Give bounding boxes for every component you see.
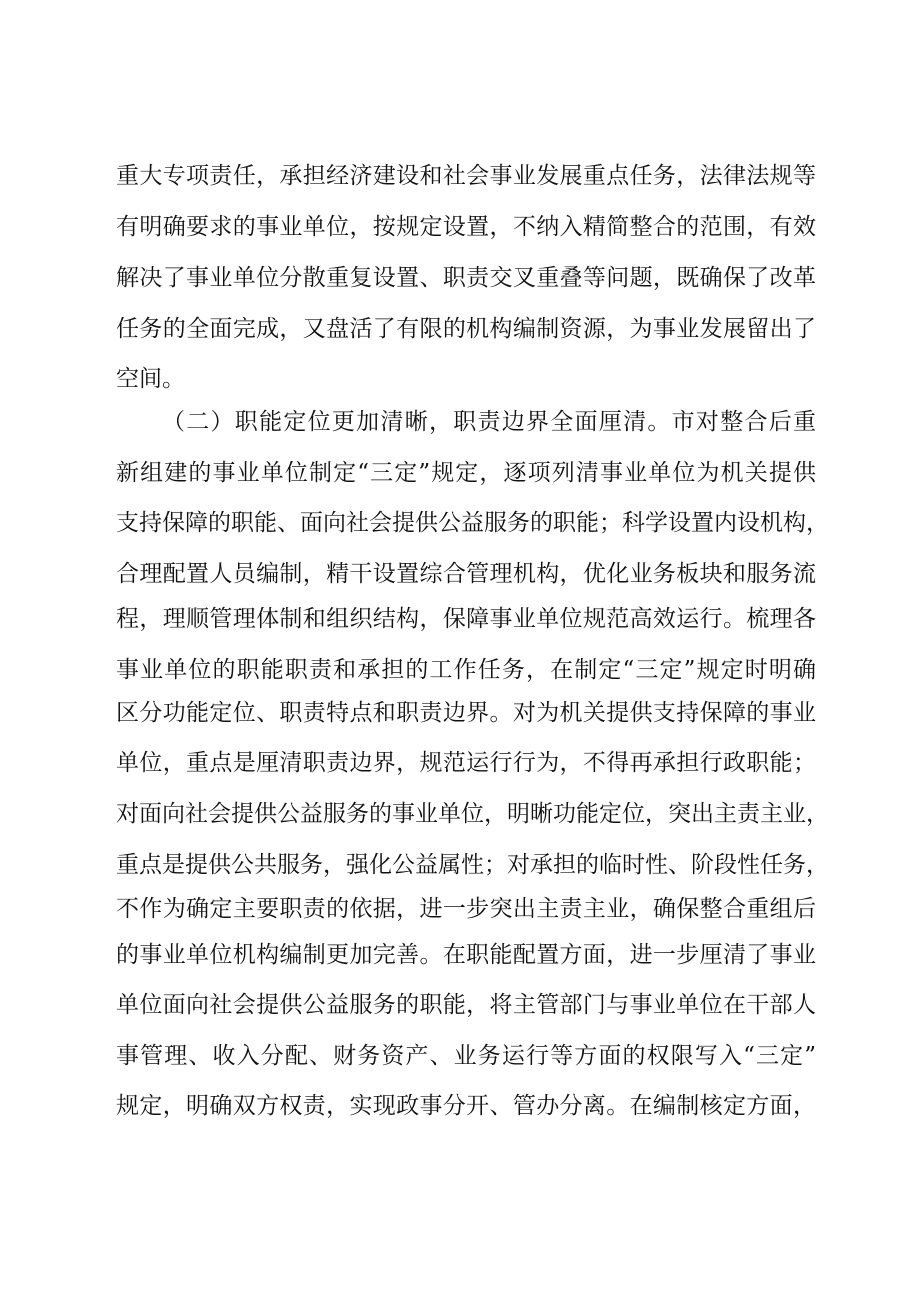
text-line: 事管理、收入分配、财务资产、业务运行等方面的权限写入“三定” (116, 1043, 816, 1069)
text-line: 解决了事业单位分散重复设置、职责交叉重叠等问题，既确保了改革 (116, 265, 816, 291)
text-line: 不作为确定主要职责的依据，进一步突出主责主业，确保整合重组后 (116, 896, 816, 922)
text-line: 单位，重点是厘清职责边界，规范运行行为，不得再承担行政职能； (116, 750, 816, 776)
text-line: 合理配置人员编制，精干设置综合管理机构，优化业务板块和服务流 (116, 561, 816, 587)
text-line: 对面向社会提供公益服务的事业单位，明晰功能定位，突出主责主业， (116, 801, 829, 827)
text-line: 支持保障的职能、面向社会提供公益服务的职能；科学设置内设机构， (116, 510, 829, 536)
text-line: 单位面向社会提供公益服务的职能，将主管部门与事业单位在干部人 (116, 992, 816, 1018)
text-line: 重大专项责任，承担经济建设和社会事业发展重点任务，法律法规等 (116, 163, 816, 189)
text-line: 空间。 (116, 366, 185, 392)
text-line: 任务的全面完成，又盘活了有限的机构编制资源，为事业发展留出了 (116, 316, 816, 342)
text-line: 程，理顺管理体制和组织结构，保障事业单位规范高效运行。梳理各 (116, 606, 816, 632)
text-line: 事业单位的职能职责和承担的工作任务，在制定“三定”规定时明确 (116, 657, 816, 683)
text-line: 重点是提供公共服务，强化公益属性；对承担的临时性、阶段性任务， (116, 852, 829, 878)
text-line: 有明确要求的事业单位，按规定设置，不纳入精简整合的范围，有效 (116, 214, 816, 240)
text-line: 新组建的事业单位制定“三定”规定，逐项列清事业单位为机关提供 (116, 460, 816, 486)
text-line: 的事业单位机构编制更加完善。在职能配置方面，进一步厘清了事业 (116, 942, 816, 968)
text-line: 规定，明确双方权责，实现政事分开、管办分离。在编制核定方面， (116, 1093, 816, 1119)
paragraph-heading-line: （二）职能定位更加清晰，职责边界全面厘清。市对整合后重 (162, 409, 816, 435)
text-line: 区分功能定位、职责特点和职责边界。对为机关提供支持保障的事业 (116, 700, 816, 726)
